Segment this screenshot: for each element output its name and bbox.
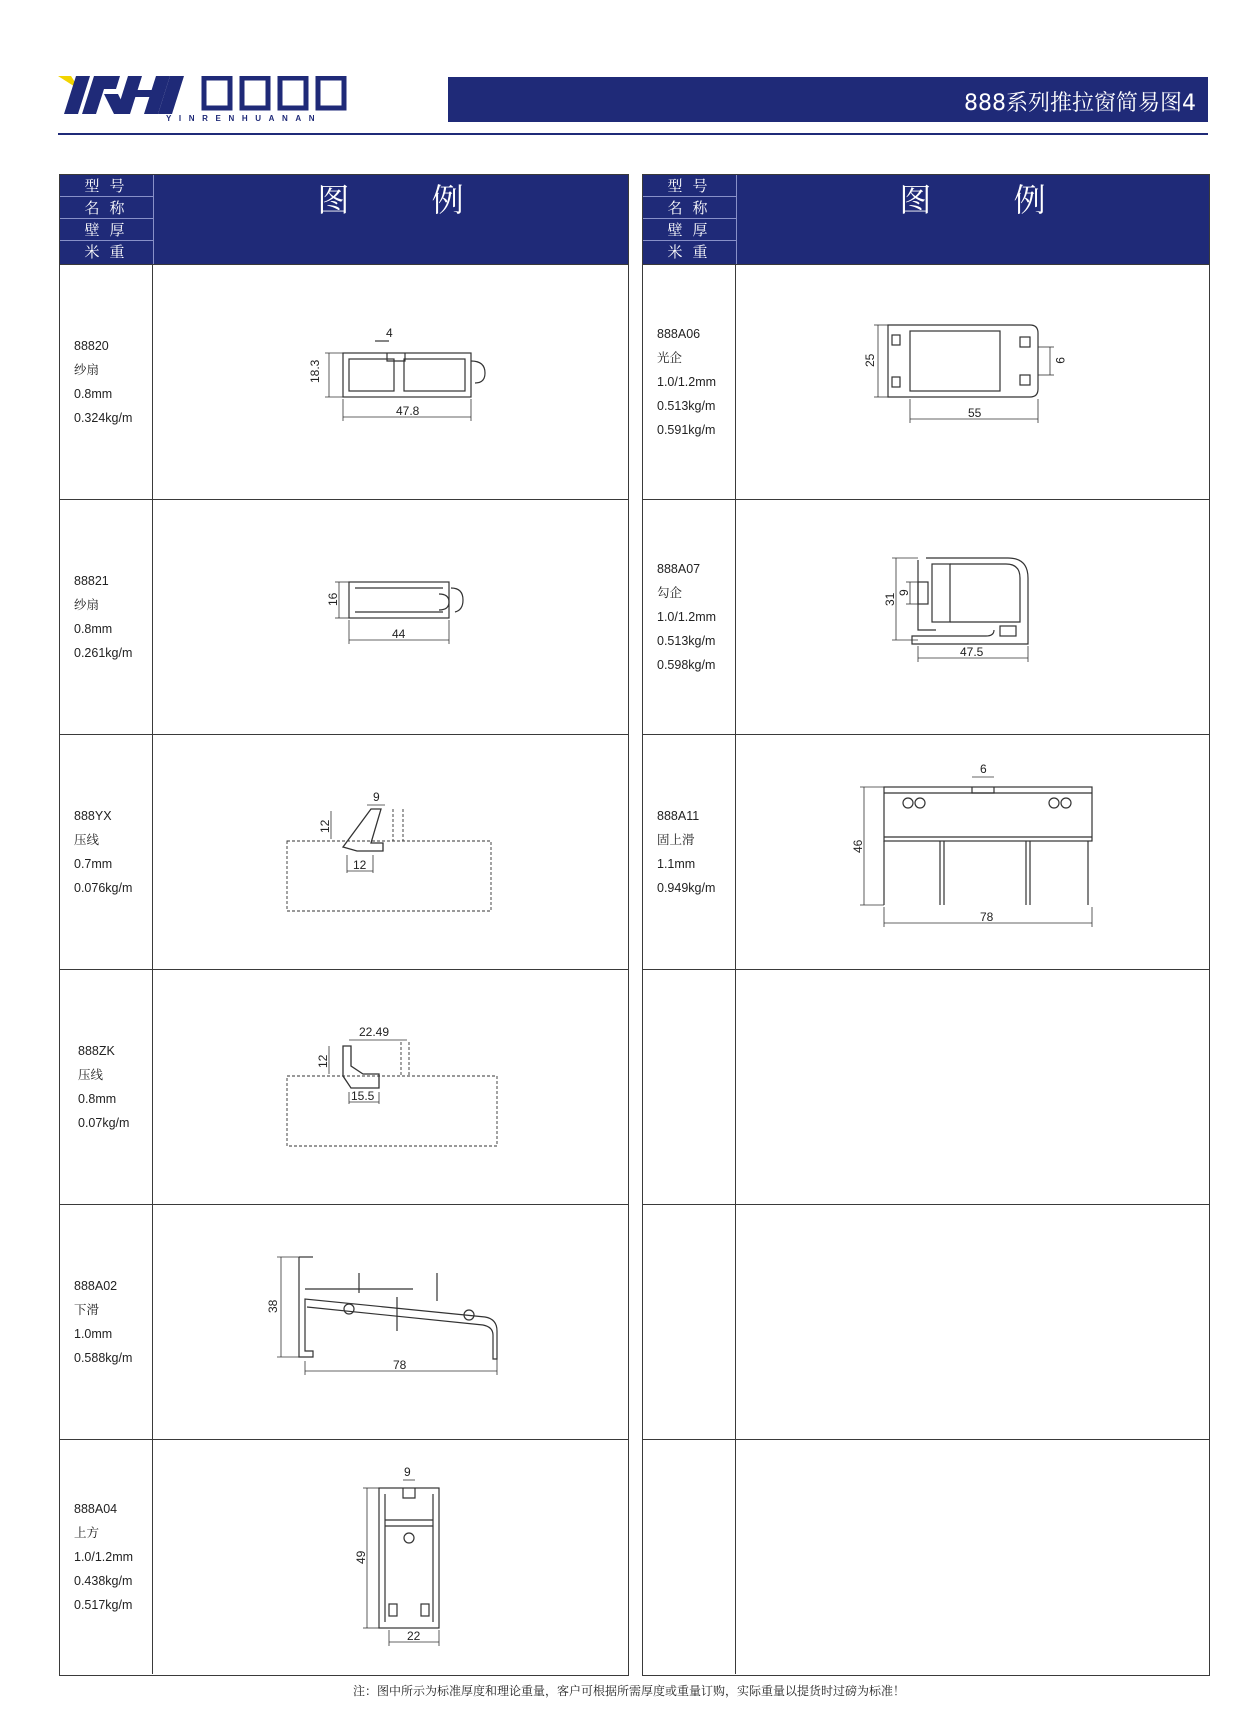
logo-english-text: YINRENHUANAN bbox=[166, 114, 323, 123]
dim-label: 9 bbox=[897, 589, 911, 596]
profile-section-drawing bbox=[153, 735, 629, 969]
header-label-model: 型号 bbox=[643, 175, 736, 197]
header-figure-title: 图 例 bbox=[317, 181, 500, 219]
dim-label: 31 bbox=[883, 592, 897, 606]
header-label-weight: 米重 bbox=[667, 243, 718, 261]
profile-row-88820 bbox=[60, 264, 628, 499]
profile-drawing bbox=[153, 500, 628, 734]
profile-section-drawing bbox=[153, 265, 629, 499]
profile-drawing bbox=[736, 265, 1209, 499]
profile-model: 888YX bbox=[74, 809, 112, 823]
profile-info bbox=[60, 265, 153, 499]
profile-name: 压线 bbox=[78, 1068, 104, 1082]
profile-model: 888A06 bbox=[657, 327, 701, 341]
dim-label: 22.49 bbox=[359, 1025, 390, 1039]
dim-label: 47.5 bbox=[960, 645, 984, 659]
profile-thickness: 1.0mm bbox=[74, 1327, 113, 1341]
profile-drawing bbox=[736, 1440, 1209, 1674]
header-label-thickness: 壁厚 bbox=[60, 219, 153, 241]
dim-label: 9 bbox=[404, 1465, 411, 1479]
title-bar bbox=[448, 77, 1208, 122]
profile-model: 88821 bbox=[74, 574, 109, 588]
profile-weight: 0.513kg/m bbox=[657, 634, 716, 648]
profile-thickness: 1.0/1.2mm bbox=[657, 375, 717, 389]
dim-label: 18.3 bbox=[308, 359, 322, 383]
profile-row-888A11 bbox=[643, 734, 1209, 969]
dim-label: 25 bbox=[863, 353, 877, 367]
header-label-model: 型号 bbox=[60, 175, 153, 197]
profile-info bbox=[643, 970, 736, 1204]
profile-weight: 0.261kg/m bbox=[74, 646, 133, 660]
profile-drawing bbox=[153, 1440, 628, 1674]
profile-drawing bbox=[153, 970, 628, 1204]
profile-info bbox=[60, 735, 153, 969]
profile-model: 88820 bbox=[74, 339, 109, 353]
profile-name: 固上滑 bbox=[657, 833, 695, 847]
table-header bbox=[643, 175, 1209, 265]
profile-drawing bbox=[153, 265, 628, 499]
dim-label: 55 bbox=[968, 406, 982, 420]
profile-model: 888A07 bbox=[657, 562, 701, 576]
profile-weight-alt: 0.591kg/m bbox=[657, 423, 716, 437]
profile-name: 纱扇 bbox=[74, 598, 100, 612]
profile-info bbox=[643, 500, 736, 734]
profile-drawing bbox=[736, 1205, 1209, 1439]
profile-section-drawing bbox=[736, 500, 1210, 734]
profile-thickness: 1.1mm bbox=[657, 857, 696, 871]
profile-weight-alt: 0.598kg/m bbox=[657, 658, 716, 672]
profile-table-right bbox=[642, 174, 1210, 1676]
dim-label: 9 bbox=[1053, 357, 1067, 364]
profile-section-drawing bbox=[153, 1205, 629, 1439]
profile-info bbox=[60, 500, 153, 734]
profile-name: 上方 bbox=[74, 1526, 100, 1540]
empty-row bbox=[643, 1204, 1209, 1439]
profile-weight-alt: 0.517kg/m bbox=[74, 1598, 133, 1612]
profile-model: 888A02 bbox=[74, 1279, 118, 1293]
profile-thickness: 0.7mm bbox=[74, 857, 113, 871]
profile-info bbox=[643, 265, 736, 499]
profile-weight: 0.07kg/m bbox=[78, 1116, 130, 1130]
dim-label: 9 bbox=[373, 790, 380, 804]
dim-label: 46 bbox=[851, 839, 865, 853]
table-header bbox=[60, 175, 628, 265]
profile-thickness: 0.8mm bbox=[74, 387, 113, 401]
profile-info bbox=[643, 1205, 736, 1439]
profile-thickness: 1.0/1.2mm bbox=[657, 610, 717, 624]
profile-table-left bbox=[59, 174, 629, 1676]
header-label-thickness: 壁厚 bbox=[643, 219, 736, 241]
profile-section-drawing bbox=[153, 970, 629, 1204]
profile-weight: 0.324kg/m bbox=[74, 411, 133, 425]
profile-name: 光企 bbox=[657, 351, 683, 365]
dim-label: 38 bbox=[266, 1299, 280, 1313]
header-field-labels bbox=[643, 175, 737, 265]
dim-label: 22 bbox=[407, 1629, 421, 1643]
profile-row-888A06 bbox=[643, 264, 1209, 499]
dim-label: 6 bbox=[980, 762, 987, 776]
profile-weight: 0.949kg/m bbox=[657, 881, 716, 895]
profile-name: 勾企 bbox=[657, 586, 683, 600]
profile-weight: 0.438kg/m bbox=[74, 1574, 133, 1588]
empty-row bbox=[643, 969, 1209, 1204]
dim-label: 78 bbox=[393, 1358, 407, 1372]
profile-row-888A07 bbox=[643, 499, 1209, 734]
profile-row-888ZK bbox=[60, 969, 628, 1204]
profile-section-drawing bbox=[736, 735, 1210, 969]
profile-model: 888A11 bbox=[657, 809, 700, 823]
dim-label: 12 bbox=[316, 1054, 330, 1068]
profile-info bbox=[60, 1440, 153, 1674]
profile-weight: 0.513kg/m bbox=[657, 399, 716, 413]
profile-drawing bbox=[736, 500, 1209, 734]
profile-row-888A02 bbox=[60, 1204, 628, 1439]
dim-label: 12 bbox=[353, 858, 367, 872]
profile-row-88821 bbox=[60, 499, 628, 734]
profile-thickness: 1.0/1.2mm bbox=[74, 1550, 134, 1564]
profile-section-drawing bbox=[153, 500, 629, 734]
profile-info bbox=[643, 735, 736, 969]
profile-weight: 0.588kg/m bbox=[74, 1351, 133, 1365]
dim-label: 15.5 bbox=[351, 1089, 375, 1103]
profile-drawing bbox=[153, 1205, 628, 1439]
dim-label: 78 bbox=[980, 910, 994, 924]
dim-label: 49 bbox=[354, 1550, 368, 1564]
profile-model: 888ZK bbox=[78, 1044, 115, 1058]
profile-row-888YX bbox=[60, 734, 628, 969]
header-divider bbox=[58, 133, 1208, 135]
dim-label: 44 bbox=[392, 627, 406, 641]
empty-row bbox=[643, 1439, 1209, 1674]
profile-name: 纱扇 bbox=[74, 363, 100, 377]
profile-info bbox=[60, 1205, 153, 1439]
profile-model: 888A04 bbox=[74, 1502, 118, 1516]
profile-thickness: 0.8mm bbox=[74, 622, 113, 636]
dim-label: 16 bbox=[326, 592, 340, 606]
profile-drawing bbox=[153, 735, 628, 969]
profile-drawing bbox=[736, 970, 1209, 1204]
dim-label: 47.8 bbox=[396, 404, 420, 418]
profile-name: 压线 bbox=[74, 833, 100, 847]
footer-note: 注：图中所示为标准厚度和理论重量，客户可根据所需厚度或重量订购，实际重量以提货时过磅为标准！ bbox=[352, 1684, 905, 1698]
profile-info bbox=[643, 1440, 736, 1674]
header-label-name: 名称 bbox=[643, 197, 736, 219]
profile-thickness: 0.8mm bbox=[78, 1092, 117, 1106]
header-label-weight: 米重 bbox=[84, 243, 135, 261]
profile-section-drawing bbox=[153, 1440, 629, 1674]
page-title: 888系列推拉窗简易图4 bbox=[964, 91, 1196, 116]
dim-label: 12 bbox=[318, 819, 332, 833]
profile-section-drawing bbox=[736, 265, 1210, 499]
profile-row-888A04 bbox=[60, 1439, 628, 1674]
header-figure-title: 图 例 bbox=[899, 181, 1082, 219]
profile-name: 下滑 bbox=[74, 1303, 100, 1317]
profile-weight: 0.076kg/m bbox=[74, 881, 133, 895]
profile-drawing bbox=[736, 735, 1209, 969]
profile-info bbox=[60, 970, 153, 1204]
dim-label: 4 bbox=[386, 326, 393, 340]
header-label-name: 名称 bbox=[60, 197, 153, 219]
header-field-labels bbox=[60, 175, 154, 265]
